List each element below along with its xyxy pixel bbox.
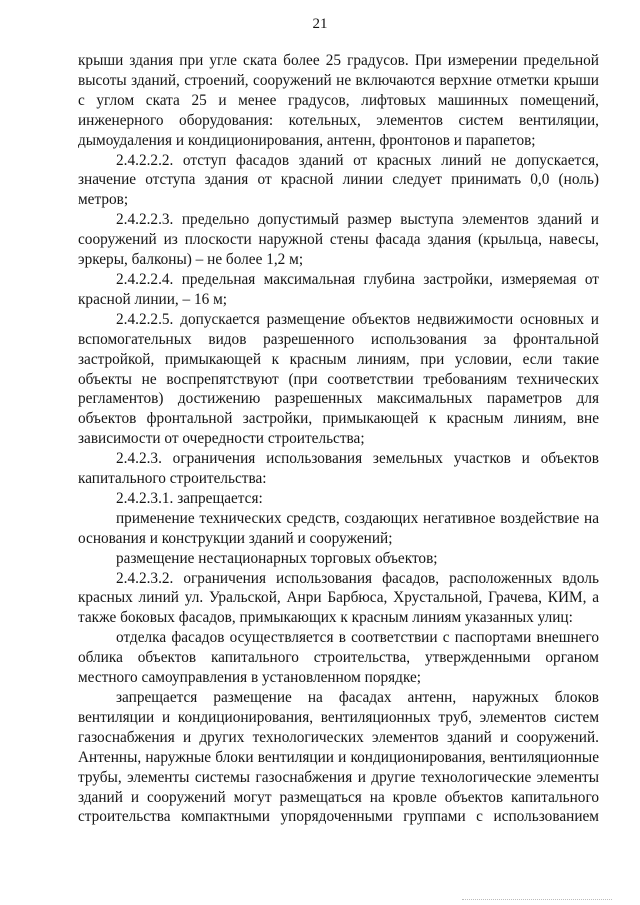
scan-artifact xyxy=(462,899,612,903)
paragraph: 2.4.2.3.1. запрещается: xyxy=(116,489,263,507)
paragraph: 2.4.2.2.4. предельная максимальная глубина застройки, измеряемая от красной линии, – 16 м; xyxy=(78,270,599,308)
paragraph: размещение нестационарных торговых объектов; xyxy=(116,549,438,567)
paragraph: отделка фасадов осуществляется в соответствии с паспортами внешнего облика объектов капитального строительства, утвержденными органом местного самоуправления в установленном порядке; xyxy=(78,629,599,687)
document-body xyxy=(78,51,599,827)
paragraph: запрещается размещение на фасадах антенн, наружных блоков вентиляции и кондиционирования, вентиляционных труб, элементов систем газоснабжения и других технологических элементов зданий и сооружений. Антенны, наружные блоки вентиляции и кондиционирования, вентиляционные трубы, элементы системы газоснабжения и другие технологические элементы зданий и сооружений могут размещаться на кровле объектов капитального строительства компактными упорядоченными группами с использованием xyxy=(78,689,599,826)
page-number: 21 xyxy=(312,16,328,32)
paragraph: 2.4.2.2.5. допускается размещение объектов недвижимости основных и вспомогательных видов разрешенного использования за фронтальной застройкой, примыкающей к красным линиям, при условии, если такие объекты не воспрепятствуют (при соответствии требованиям технических регламентов) достижению разрешенных максимальных параметров для объектов фронтальной застройки, примыкающей к красным линиям, вне зависимости от очередности строительства; xyxy=(78,310,599,448)
paragraph: 2.4.2.2.2. отступ фасадов зданий от красных линий не допускается, значение отступа здания от красной линии следует принимать 0,0 (ноль) метров; xyxy=(78,151,599,209)
paragraph: 2.4.2.3. ограничения использования земельных участков и объектов капитального строительства: xyxy=(78,450,599,488)
paragraph: применение технических средств, создающих негативное воздействие на основания и конструкции зданий и сооружений; xyxy=(78,509,599,547)
paragraph: 2.4.2.2.3. предельно допустимый размер выступа элементов зданий и сооружений из плоскости наружной стены фасада здания (крыльца, навесы, эркеры, балконы) – не более 1,2 м; xyxy=(78,211,599,269)
paragraph: 2.4.2.3.2. ограничения использования фасадов, расположенных вдоль красных линий ул. Уральской, Анри Барбюса, Хрустальной, Грачева, КИМ, а также боковых фасадов, примыкающих к красным линиям указанных улиц: xyxy=(78,569,599,627)
paragraph: крыши здания при угле ската более 25 градусов. При измерении предельной высоты зданий, строений, сооружений не включаются верхние отметки крыши с углом ската 25 и менее градусов, лифтовых машинных помещений, инженерного оборудования: котельных, элементов систем вентиляции, дымоудаления и кондиционирования, антенн, фронтонов и парапетов; xyxy=(78,52,599,149)
